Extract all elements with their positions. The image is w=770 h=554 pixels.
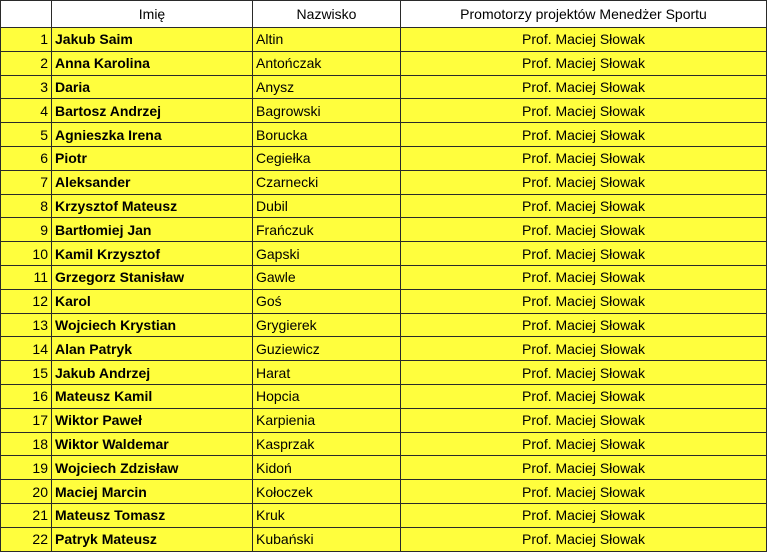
first-name-cell[interactable]: Maciej Marcin xyxy=(52,480,253,504)
last-name-cell[interactable]: Gawle xyxy=(253,265,401,289)
promoter-cell[interactable]: Prof. Maciej Słowak xyxy=(401,527,767,551)
first-name-cell[interactable]: Bartosz Andrzej xyxy=(52,99,253,123)
first-name-cell[interactable]: Wiktor Waldemar xyxy=(52,432,253,456)
row-number-cell[interactable]: 14 xyxy=(1,337,52,361)
last-name-cell[interactable]: Kasprzak xyxy=(253,432,401,456)
promoter-cell[interactable]: Prof. Maciej Słowak xyxy=(401,123,767,147)
last-name-cell[interactable]: Bagrowski xyxy=(253,99,401,123)
first-name-cell[interactable]: Wiktor Paweł xyxy=(52,408,253,432)
last-name-cell[interactable]: Kołoczek xyxy=(253,480,401,504)
row-number-cell[interactable]: 15 xyxy=(1,361,52,385)
table-row xyxy=(1,146,767,170)
last-name-cell[interactable]: Karpienia xyxy=(253,408,401,432)
table-row xyxy=(1,313,767,337)
last-name-cell[interactable]: Antończak xyxy=(253,51,401,75)
table-row xyxy=(1,456,767,480)
first-name-cell[interactable]: Jakub Saim xyxy=(52,28,253,52)
table-row xyxy=(1,289,767,313)
row-number-cell[interactable]: 5 xyxy=(1,123,52,147)
promoter-cell[interactable]: Prof. Maciej Słowak xyxy=(401,218,767,242)
table-row xyxy=(1,28,767,52)
table-row xyxy=(1,170,767,194)
first-name-cell[interactable]: Jakub Andrzej xyxy=(52,361,253,385)
header-row xyxy=(1,1,767,28)
row-number-cell[interactable]: 1 xyxy=(1,28,52,52)
table-row xyxy=(1,265,767,289)
last-name-cell[interactable]: Kruk xyxy=(253,503,401,527)
table-row xyxy=(1,384,767,408)
last-name-cell[interactable]: Kidoń xyxy=(253,456,401,480)
last-name-cell[interactable]: Frańczuk xyxy=(253,218,401,242)
promoter-cell[interactable]: Prof. Maciej Słowak xyxy=(401,51,767,75)
row-number-cell[interactable]: 12 xyxy=(1,289,52,313)
promoter-cell[interactable]: Prof. Maciej Słowak xyxy=(401,99,767,123)
first-name-cell[interactable]: Wojciech Zdzisław xyxy=(52,456,253,480)
table-row xyxy=(1,361,767,385)
last-name-cell[interactable]: Cegiełka xyxy=(253,146,401,170)
promoter-cell[interactable]: Prof. Maciej Słowak xyxy=(401,170,767,194)
first-name-cell[interactable]: Agnieszka Irena xyxy=(52,123,253,147)
row-number-cell[interactable]: 4 xyxy=(1,99,52,123)
first-name-cell[interactable]: Alan Patryk xyxy=(52,337,253,361)
table-row xyxy=(1,242,767,266)
table-row xyxy=(1,527,767,551)
table-row xyxy=(1,51,767,75)
first-name-cell[interactable]: Krzysztof Mateusz xyxy=(52,194,253,218)
table-row xyxy=(1,218,767,242)
last-name-cell[interactable]: Guziewicz xyxy=(253,337,401,361)
last-name-cell[interactable]: Gapski xyxy=(253,242,401,266)
table-row xyxy=(1,99,767,123)
promoter-cell[interactable]: Prof. Maciej Słowak xyxy=(401,503,767,527)
promoter-cell[interactable]: Prof. Maciej Słowak xyxy=(401,28,767,52)
promoter-cell[interactable]: Prof. Maciej Słowak xyxy=(401,75,767,99)
row-number-cell[interactable]: 6 xyxy=(1,146,52,170)
promoter-cell[interactable]: Prof. Maciej Słowak xyxy=(401,242,767,266)
row-number-cell[interactable]: 19 xyxy=(1,456,52,480)
last-name-cell[interactable]: Grygierek xyxy=(253,313,401,337)
row-number-cell[interactable]: 21 xyxy=(1,503,52,527)
promoter-cell[interactable]: Prof. Maciej Słowak xyxy=(401,337,767,361)
last-name-cell[interactable]: Goś xyxy=(253,289,401,313)
header-cell-first-name[interactable]: Imię xyxy=(52,1,253,28)
table-row xyxy=(1,123,767,147)
promoter-cell[interactable]: Prof. Maciej Słowak xyxy=(401,194,767,218)
table-row xyxy=(1,432,767,456)
table-row xyxy=(1,194,767,218)
promoter-cell[interactable]: Prof. Maciej Słowak xyxy=(401,289,767,313)
promoter-cell[interactable]: Prof. Maciej Słowak xyxy=(401,313,767,337)
last-name-cell[interactable]: Anysz xyxy=(253,75,401,99)
first-name-cell[interactable]: Piotr xyxy=(52,146,253,170)
first-name-cell[interactable]: Mateusz Tomasz xyxy=(52,503,253,527)
row-number-cell[interactable]: 9 xyxy=(1,218,52,242)
promoter-cell[interactable]: Prof. Maciej Słowak xyxy=(401,384,767,408)
promoter-cell[interactable]: Prof. Maciej Słowak xyxy=(401,361,767,385)
header-cell-last-name[interactable]: Nazwisko xyxy=(253,1,401,28)
table-row xyxy=(1,480,767,504)
last-name-cell[interactable]: Altin xyxy=(253,28,401,52)
row-number-cell[interactable]: 7 xyxy=(1,170,52,194)
row-number-cell[interactable]: 8 xyxy=(1,194,52,218)
table-row xyxy=(1,337,767,361)
promoter-cell[interactable]: Prof. Maciej Słowak xyxy=(401,456,767,480)
row-number-cell[interactable]: 18 xyxy=(1,432,52,456)
last-name-cell[interactable]: Czarnecki xyxy=(253,170,401,194)
row-number-cell[interactable]: 13 xyxy=(1,313,52,337)
first-name-cell[interactable]: Anna Karolina xyxy=(52,51,253,75)
last-name-cell[interactable]: Hopcia xyxy=(253,384,401,408)
row-number-cell[interactable]: 16 xyxy=(1,384,52,408)
row-number-cell[interactable]: 17 xyxy=(1,408,52,432)
last-name-cell[interactable]: Kubański xyxy=(253,527,401,551)
first-name-cell[interactable]: Wojciech Krystian xyxy=(52,313,253,337)
promoter-cell[interactable]: Prof. Maciej Słowak xyxy=(401,480,767,504)
first-name-cell[interactable]: Grzegorz Stanisław xyxy=(52,265,253,289)
first-name-cell[interactable]: Patryk Mateusz xyxy=(52,527,253,551)
table-row xyxy=(1,75,767,99)
promoter-cell[interactable]: Prof. Maciej Słowak xyxy=(401,408,767,432)
promoter-cell[interactable]: Prof. Maciej Słowak xyxy=(401,146,767,170)
last-name-cell[interactable]: Harat xyxy=(253,361,401,385)
first-name-cell[interactable]: Aleksander xyxy=(52,170,253,194)
table-row xyxy=(1,503,767,527)
first-name-cell[interactable]: Kamil Krzysztof xyxy=(52,242,253,266)
promoter-cell[interactable]: Prof. Maciej Słowak xyxy=(401,432,767,456)
last-name-cell[interactable]: Dubil xyxy=(253,194,401,218)
row-number-cell[interactable]: 11 xyxy=(1,265,52,289)
first-name-cell[interactable]: Mateusz Kamil xyxy=(52,384,253,408)
table-row xyxy=(1,408,767,432)
row-number-cell[interactable]: 10 xyxy=(1,242,52,266)
last-name-cell[interactable]: Borucka xyxy=(253,123,401,147)
row-number-cell[interactable]: 20 xyxy=(1,480,52,504)
first-name-cell[interactable]: Karol xyxy=(52,289,253,313)
first-name-cell[interactable]: Daria xyxy=(52,75,253,99)
promoter-cell[interactable]: Prof. Maciej Słowak xyxy=(401,265,767,289)
first-name-cell[interactable]: Bartłomiej Jan xyxy=(52,218,253,242)
header-cell-number[interactable] xyxy=(1,1,52,28)
header-cell-promoter[interactable]: Promotorzy projektów Menedżer Sportu xyxy=(401,1,767,28)
row-number-cell[interactable]: 22 xyxy=(1,527,52,551)
row-number-cell[interactable]: 3 xyxy=(1,75,52,99)
row-number-cell[interactable]: 2 xyxy=(1,51,52,75)
